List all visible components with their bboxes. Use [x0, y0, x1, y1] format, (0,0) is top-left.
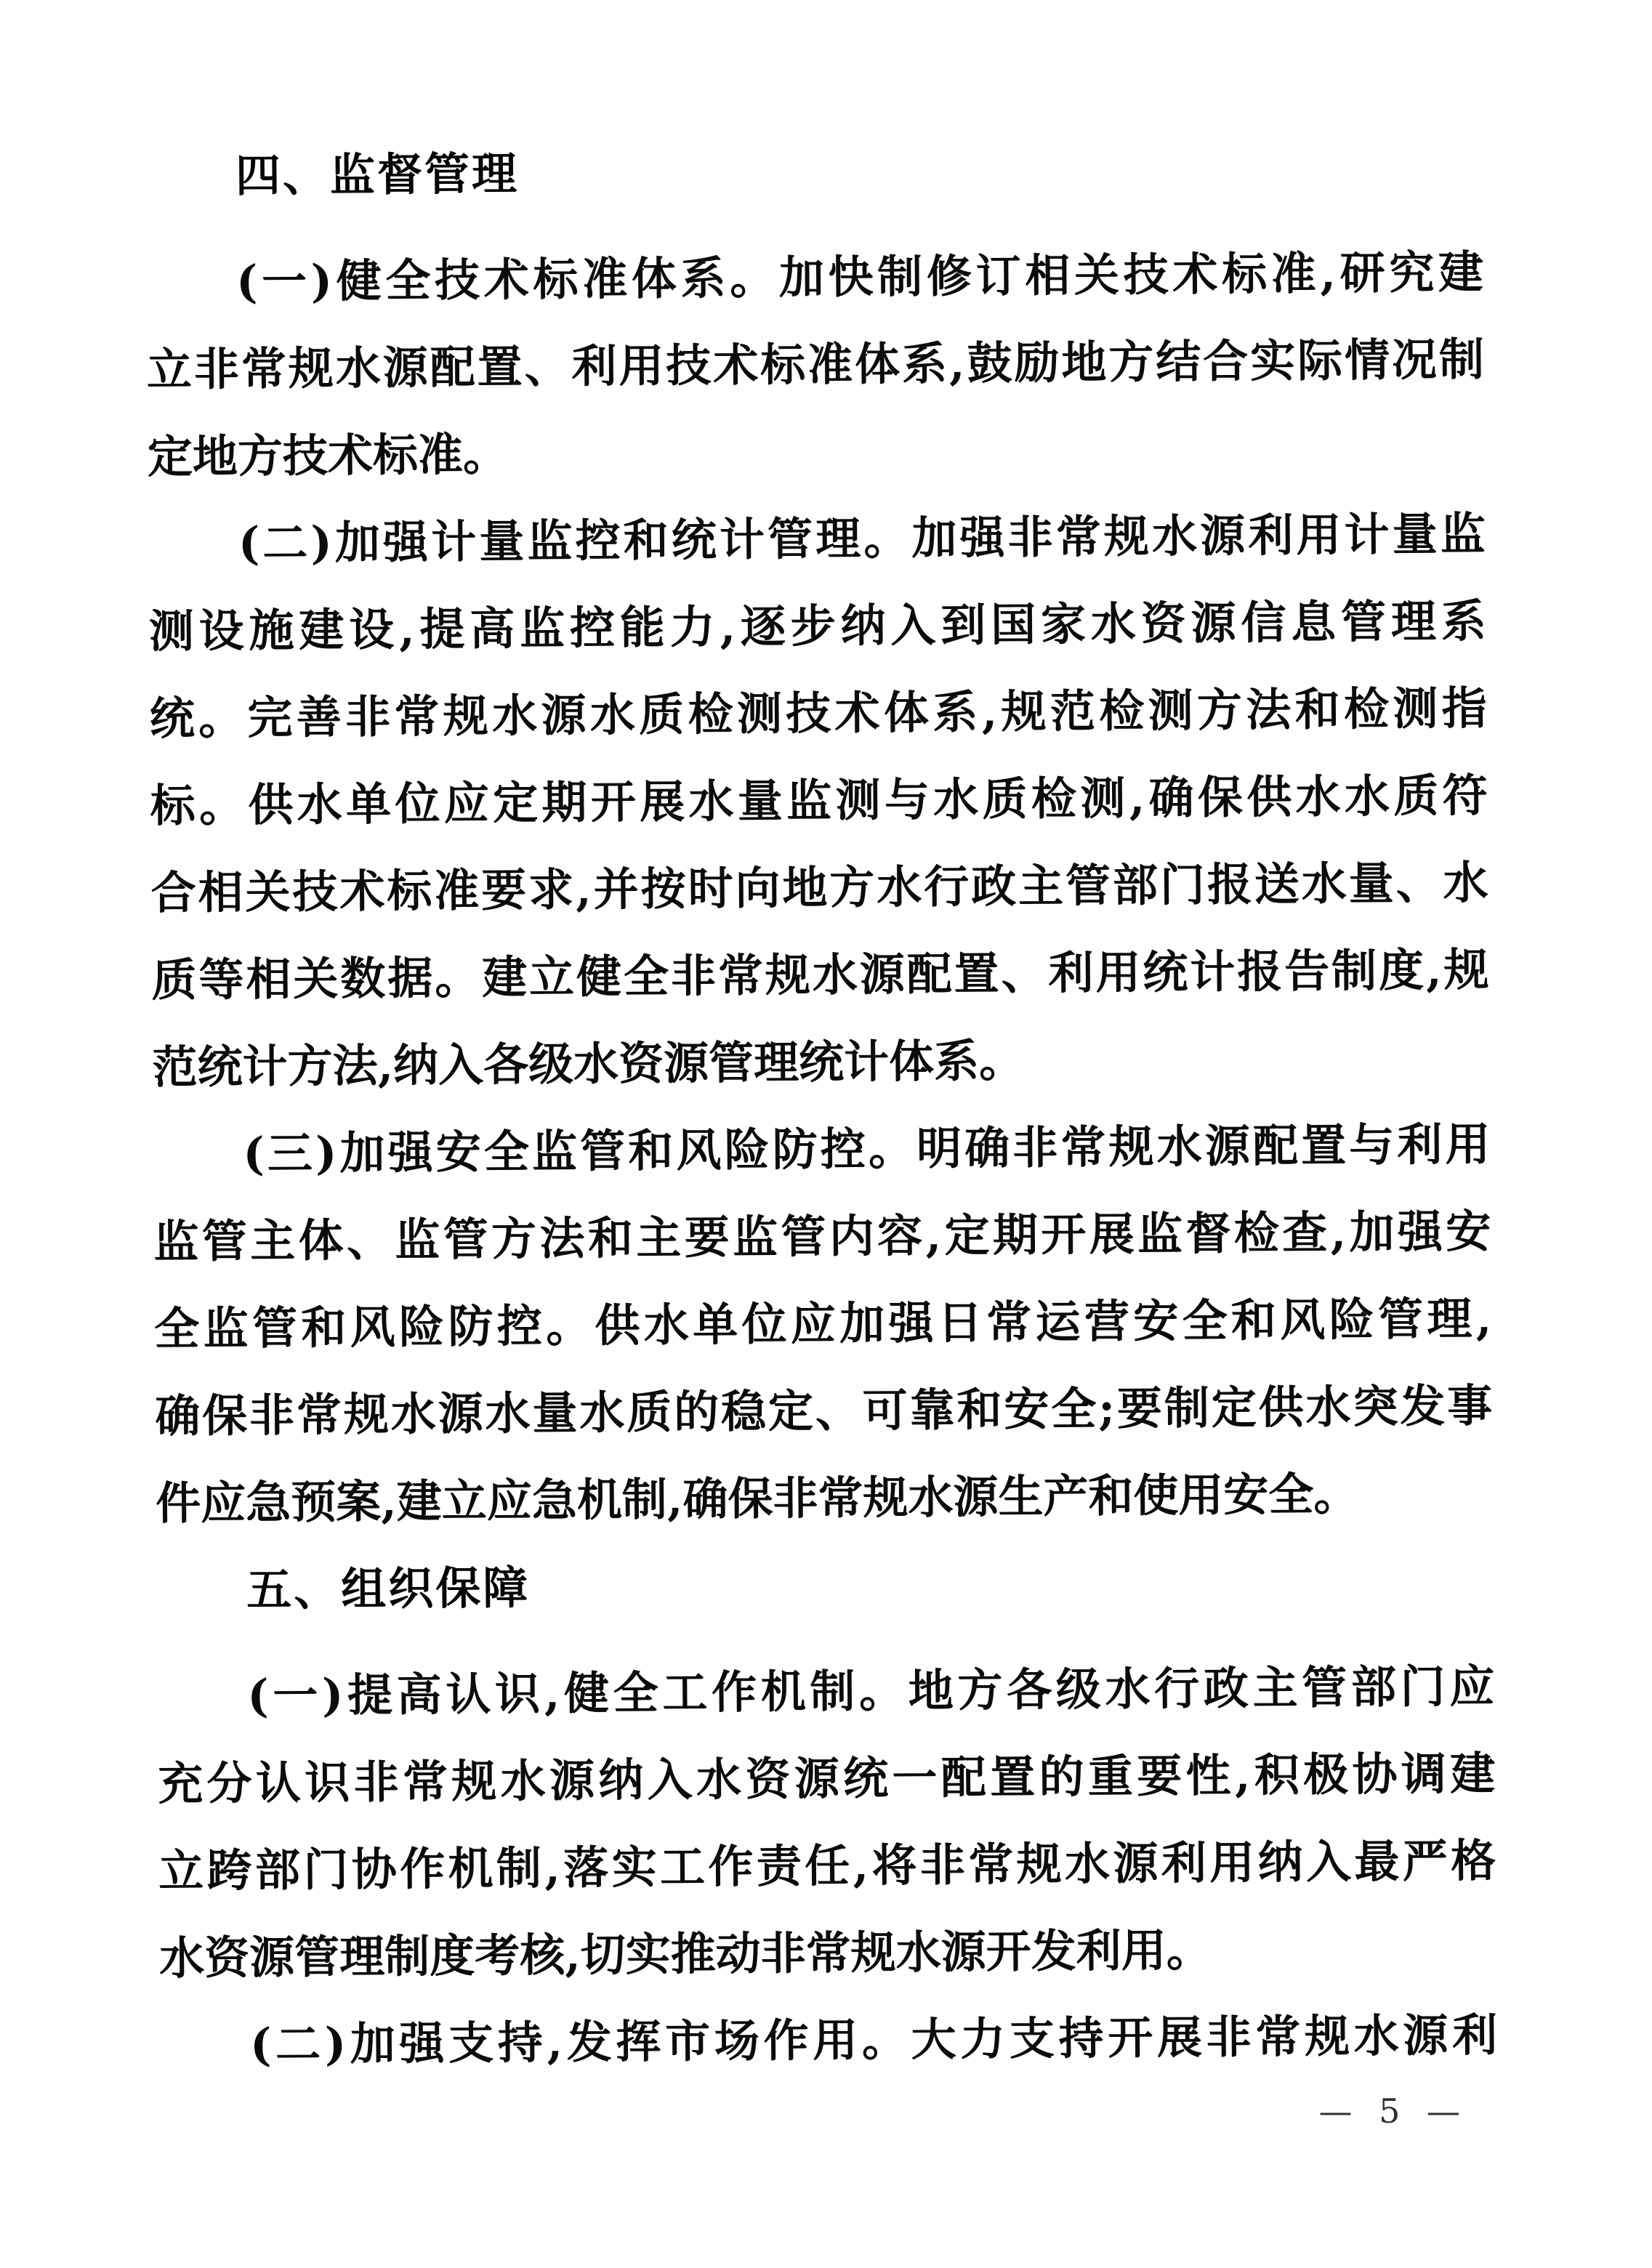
text-line: 定地方技术标准。	[147, 427, 509, 484]
text-line: (一)健全技术标准体系。加快制修订相关技术标准,研究建	[235, 245, 1484, 309]
page-number: — 5 —	[1318, 2091, 1462, 2131]
section-heading: 四、监督管理	[235, 147, 520, 203]
text-line: 监管主体、监管方法和主要监管内容,定期开展监督检查,加强安	[153, 1204, 1491, 1269]
text-line: (三)加强安全监管和风险防控。明确非常规水源配置与利用	[243, 1117, 1491, 1181]
text-line: 合相关技术标准要求,并按时向地方水行政主管部门报送水量、水	[150, 855, 1488, 920]
paragraph	[146, 229, 1486, 501]
paragraph	[157, 1643, 1497, 2002]
text-line: 范统计方法,纳入各级水资源管理统计体系。	[152, 1033, 1025, 1094]
text-line: 充分认识非常规水源纳入水资源统一配置的重要性,积极协调建	[158, 1746, 1496, 1811]
text-line: 统。完善非常规水源水质检测技术体系,规范检测方法和检测指	[149, 681, 1488, 746]
text-line: (一)提高认识,健全工作机制。地方各级水行政主管部门应	[247, 1659, 1495, 1723]
paragraph	[148, 491, 1490, 1111]
text-line: 标。供水单位应定期开展水量监测与水质检测,确保供水水质符	[150, 768, 1488, 833]
text-line: 立跨部门协作机制,落实工作责任,将非常规水源利用纳入最严格	[158, 1833, 1496, 1898]
text-line: 质等相关数据。建立健全非常规水源配置、利用统计报告制度,规	[151, 943, 1489, 1007]
text-line: (二)加强支持,发挥市场作用。大力支持开展非常规水源利	[249, 2008, 1498, 2072]
paragraph	[153, 1101, 1494, 1547]
text-line: 测设施建设,提高监控能力,逐步纳入到国家水资源信息管理系	[148, 594, 1487, 658]
text-line: (二)加强计量监控和统计管理。加强非常规水源利用计量监	[238, 507, 1486, 570]
text-line: 立非常规水源配置、利用技术标准体系,鼓励地方结合实际情况制	[146, 332, 1485, 397]
text-line: 确保非常规水源水量水质的稳定、可靠和安全;要制定供水突发事	[155, 1379, 1493, 1443]
paragraph	[160, 1992, 1498, 2089]
text-line: 件应急预案,建立应急机制,确保非常规水源生产和使用安全。	[155, 1467, 1359, 1530]
text-line: 全监管和风险防控。供水单位应加强日常运营安全和风险管理,	[154, 1291, 1492, 1356]
text-line: 水资源管理制度考核,切实推动非常规水源开发利用。	[158, 1923, 1212, 1985]
document-body	[145, 123, 1497, 2089]
section-heading: 五、组织保障	[246, 1561, 531, 1617]
